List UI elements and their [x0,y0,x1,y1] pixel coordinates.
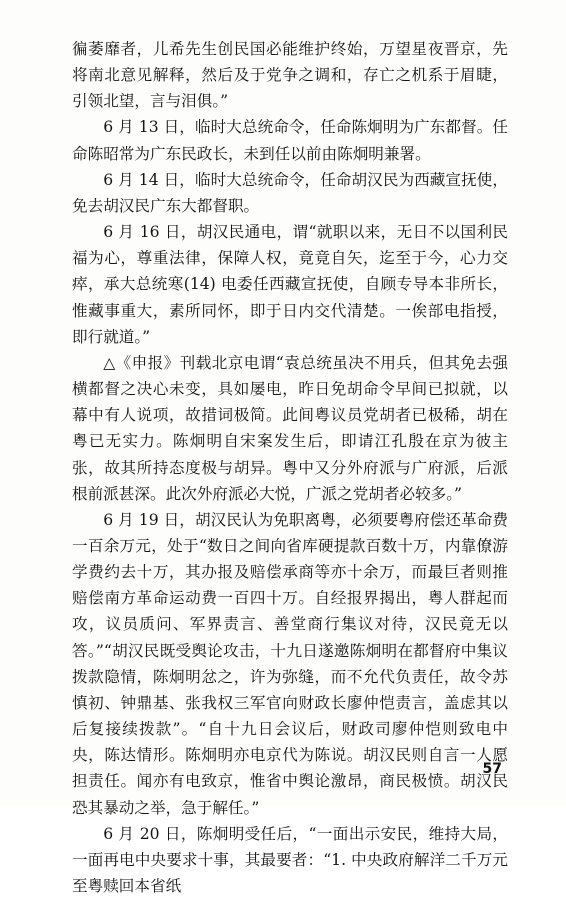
paragraph-june-14: 6 月 14 日，临时大总统命令，任命胡汉民为西藏宣抚使，免去胡汉民广东大都督职。 [72,170,508,215]
paragraph-continuation: 徧萎靡者，儿希先生创民国必能维护终始，万望星夜晋京，先将南北意见解释，然后及于党争之调和，存亡之机系于眉睫，引领北望，言与泪俱。” [72,40,508,111]
page-number: 57 [482,761,502,777]
paragraph-june-19: 6 月 19 日，胡汉民认为免职离粤，必须要粤府偿还革命费一百余万元，处于“数日之间向省库硬提款百数十万，内靠僚游学费约去十万，其办报及赔偿承商等亦十余万，而最巨者则推赔偿南方革命运动费一百四十万。自经报界揭出，粤人群起而攻，议员质问、军界责言、善堂商行集议对待，汉民竟无以答。”“胡汉民既受舆论攻击，十九日遂邀陈炯明在都督府中集议拨款隐情，陈炯明忿之，许为弥缝，而不允代负责任，故令苏慎初、钟鼎基、张我权三军官向财政长廖仲恺责言，盖虑其以后复接续拨款”。“自十九日会议后，财政司廖仲恺则致电中央，陈达情形。陈炯明亦电京代为陈说。胡汉民则自言一人愿担责任。闻亦有电致京，惟省中舆论激昂，商民极愤。胡汉民恐其暴动之举，急于解任。” [72,510,508,817]
paragraph-june-20: 6 月 20 日，陈炯明受任后，“一面出示安民，维持大局，一面再电中央要求十事，其最要者：“1. 中央政府解洋二千万元至粤赎回本省纸 [72,824,508,895]
paragraph-june-16: 6 月 16 日，胡汉民通电，谓“就职以来，无日不以国利民福为心，尊重法律，保障人权，竟竟自矢，迄至于今，心力交瘁，承大总统寒(14) 电委任西藏宣抚使，自顾专导本非所长，惟藏事重大，素所同怀，即于日内交代清楚。一俟部电指授，即行就道。” [72,223,508,346]
body-text [72,36,508,899]
paragraph-june-13: 6 月 13 日，临时大总统命令，任命陈炯明为广东都督。任命陈昭常为广东民政长，未到任以前由陈炯明兼署。 [72,118,508,163]
paragraph-shenbao: △《申报》刊载北京电谓“袁总统虽决不用兵，但其免去强横都督之决心未变，具如屡电，昨日免胡命令早间已拟就，以幕中有人说项，故措词极简。此间粤议员党胡者已极稀，胡在粤已无实力。陈炯明自宋案发生后，即请江孔殷在京为彼主张，故其所持态度极与胡异。粤中又分外府派与广府派，后派根前派甚深。此次外府派必大悦，广派之党胡者必较多。” [72,353,508,503]
